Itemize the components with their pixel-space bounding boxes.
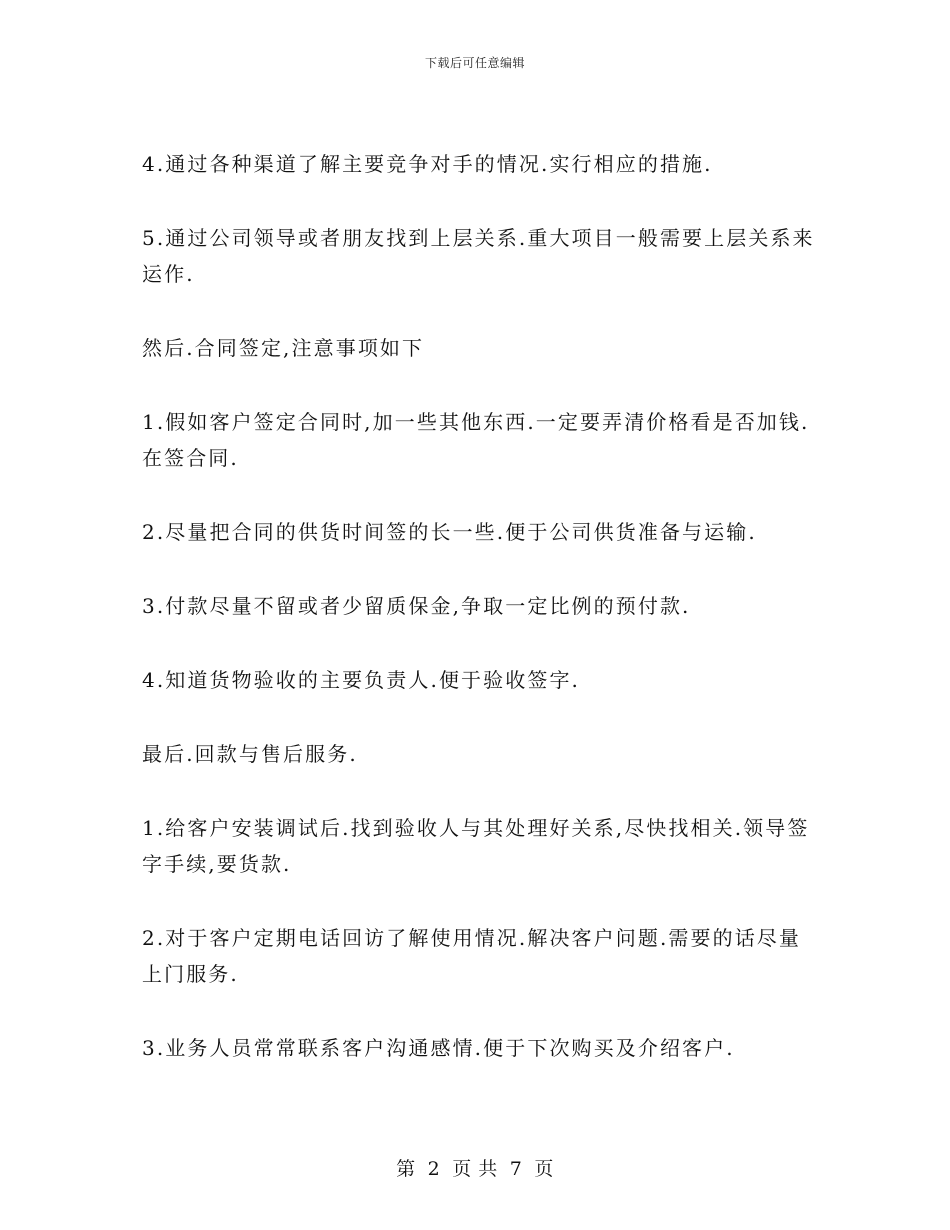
paragraph-line: 1.给客户安装调试后.找到验收人与其处理好关系,尽快找相关.领导签: [142, 816, 810, 840]
paragraph-line: 2.尽量把合同的供货时间签的长一些.便于公司供货准备与运输.: [142, 520, 757, 544]
paragraph-line: 4.知道货物验收的主要负责人.便于验收签字.: [142, 668, 580, 692]
paragraph: [142, 920, 812, 992]
paragraph-line: 在签合同.: [142, 446, 239, 470]
paragraph-line: 4.通过各种渠道了解主要竞争对手的情况.实行相应的措施.: [142, 152, 713, 176]
paragraph-line: 1.假如客户签定合同时,加一些其他东西.一定要弄清价格看是否加钱.: [142, 410, 810, 434]
paragraph-line: 5.通过公司领导或者朋友找到上层关系.重大项目一般需要上层关系来: [142, 226, 815, 250]
paragraph: [142, 810, 812, 882]
paragraph: [142, 404, 812, 476]
paragraph-line: 最后.回款与售后服务.: [142, 742, 358, 766]
paragraph-line: 然后.合同签定,注意事项如下: [142, 336, 425, 360]
document-body: [142, 146, 815, 1104]
page-number: [0, 1154, 950, 1181]
paragraph: [142, 220, 815, 292]
page-label-prefix: 第: [396, 1158, 416, 1180]
paragraph-line: 3.业务人员常常联系客户沟通感情.便于下次购买及介绍客户.: [142, 1036, 735, 1060]
paragraph-line: 3.付款尽量不留或者少留质保金,争取一定比例的预付款.: [142, 594, 691, 618]
header-note: 下载后可任意编辑: [424, 56, 525, 70]
paragraph: [142, 1030, 812, 1066]
paragraph: [142, 662, 812, 698]
paragraph: [142, 588, 812, 624]
total-pages: 7: [509, 1158, 523, 1180]
current-page: 2: [427, 1158, 441, 1180]
paragraph-line: 上门服务.: [142, 962, 239, 986]
paragraph: [142, 514, 812, 550]
page-label-mid: 页 共: [452, 1158, 498, 1180]
section-heading: [142, 736, 812, 772]
section-heading: [142, 330, 812, 366]
paragraph-line: 运作.: [142, 262, 195, 286]
paragraph: [142, 146, 812, 182]
paragraph-line: 字手续,要货款.: [142, 852, 292, 876]
paragraph-line: 2.对于客户定期电话回访了解使用情况.解决客户问题.需要的话尽量: [142, 926, 801, 950]
page-label-suffix: 页: [534, 1158, 554, 1180]
